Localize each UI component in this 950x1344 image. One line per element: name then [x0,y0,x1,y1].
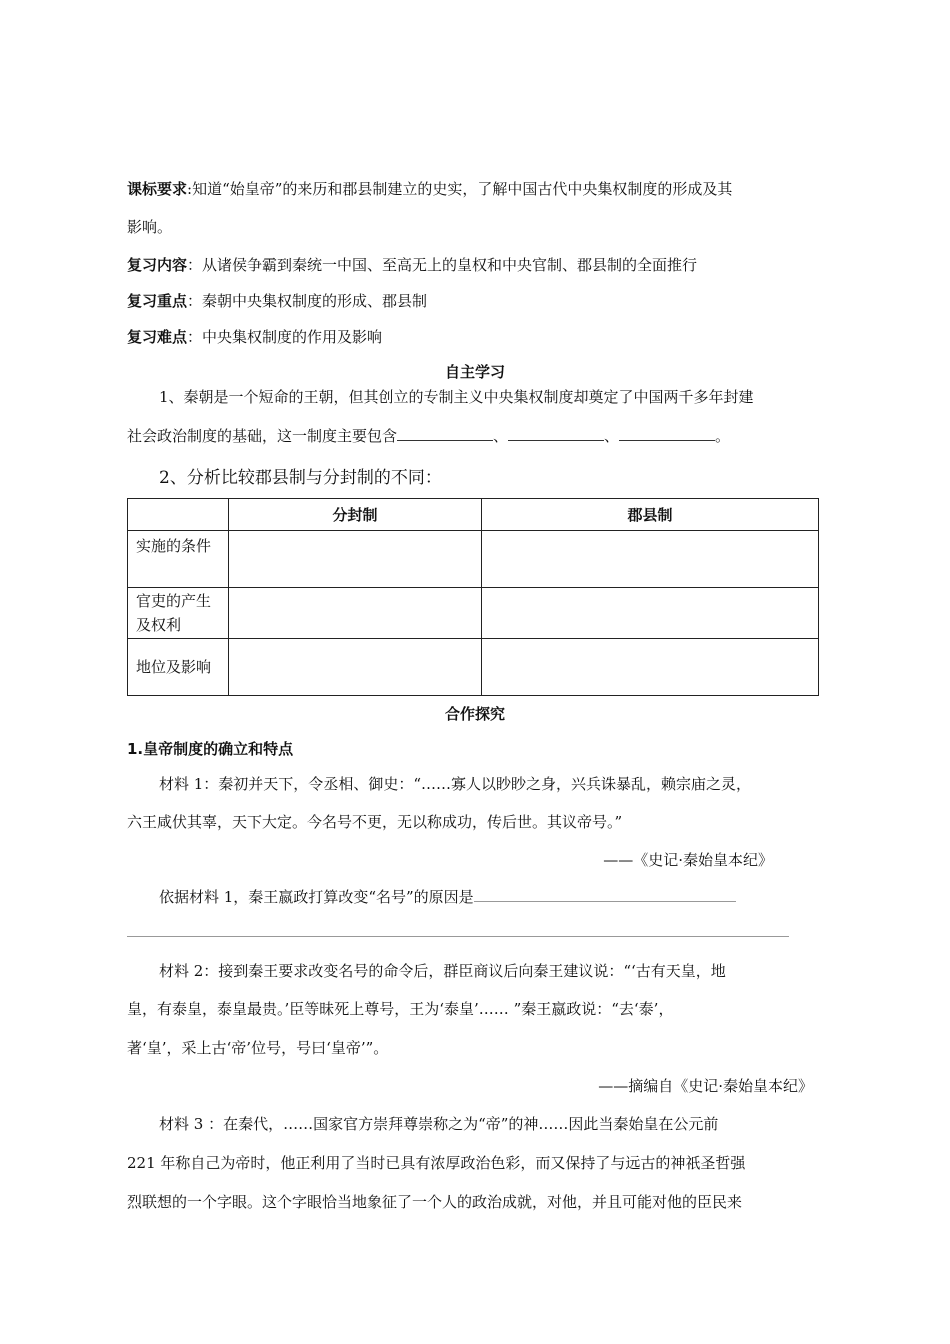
separator: 、 [604,427,620,445]
answer-line[interactable] [127,936,789,937]
difficulty-label: 复习难点 [127,328,188,346]
requirement-text-cont: 影响。 [127,218,173,236]
table-row [128,531,819,588]
comparison-table [127,498,819,696]
material-1-line-2: 六王咸伏其辜，天下大定。今名号不更，无以称成功，传后世。其议帝号。” [127,813,623,831]
row-label-officials-1: 官吏的产生 [136,592,212,610]
requirement-label: 课标要求 [127,180,188,198]
row-label-officials-2: 及权利 [136,616,182,634]
material-2-line-3: 著‘皇’，采上古‘帝’位号，号曰‘皇帝’”。 [127,1039,389,1057]
focus-label: 复习重点 [127,292,188,310]
difficulty-text: ：中央集权制度的作用及影响 [187,328,383,346]
row-label-status: 地位及影响 [128,639,229,696]
separator: 、 [493,427,509,445]
answer-cell[interactable] [482,639,819,696]
material-1-line-1: 材料 1：秦初并天下，令丞相、御史：“……寡人以眇眇之身，兴兵诛暴乱，赖宗庙之灵， [159,775,751,793]
requirement-text: :知道“始皇帝”的来历和郡县制建立的史实，了解中国古代中央集权制度的形成及其 [187,180,733,198]
answer-cell[interactable] [482,531,819,588]
end-mark: 。 [715,427,731,445]
answer-blank-3[interactable] [619,426,715,441]
row-label-conditions: 实施的条件 [128,531,229,588]
question-material-1 [159,886,736,907]
row-label-officials [128,588,229,639]
difficulty-line [127,326,382,347]
table-row [128,639,819,696]
answer-cell[interactable] [229,531,482,588]
answer-blank-2[interactable] [508,426,604,441]
focus-line [127,290,427,311]
focus-text: ：秦朝中央集权制度的形成、郡县制 [187,292,428,310]
table-header-fengjian: 分封制 [229,499,482,531]
question-1-text: 社会政治制度的基础，这一制度主要包含 [127,427,398,445]
material-3-line-2: 221 年称自己为帝时，他正利用了当时已具有浓厚政治色彩，而又保持了与远古的神祇圣哲强 [127,1154,746,1172]
self-study-title: 自主学习 [444,363,505,381]
answer-blank-4[interactable] [474,887,736,902]
requirement-line [127,178,732,199]
question-1-line-2 [127,425,730,446]
material-3-line-3: 烈联想的一个字眼。这个字眼恰当地象征了一个人的政治成就，对他，并且可能对他的臣民来 [127,1193,743,1211]
coop-title: 合作探究 [444,705,505,723]
table-row [128,588,819,639]
section-1-title: 1.皇帝制度的确立和特点 [127,740,294,758]
table-header-junxian: 郡县制 [482,499,819,531]
answer-cell[interactable] [229,639,482,696]
material-3-line-1: 材料 3 ：在秦代，……国家官方崇拜尊崇称之为“帝”的神……因此当秦始皇在公元前 [159,1115,719,1133]
material-2-line-1: 材料 2：接到秦王要求改变名号的命令后，群臣商议后向秦王建议说：“‘古有天皇，地 [159,962,726,980]
table-header-row [128,499,819,531]
answer-cell[interactable] [229,588,482,639]
question-material-1-text: 依据材料 1，秦王嬴政打算改变“名号”的原因是 [159,888,474,906]
question-1-line-1: 1、秦朝是一个短命的王朝，但其创立的专制主义中央集权制度却奠定了中国两千多年封建 [159,388,754,406]
content-text: ：从诸侯争霸到秦统一中国、至高无上的皇权和中央官制、郡县制的全面推行 [187,256,698,274]
table-header-empty [128,499,229,531]
material-2-line-2: 皇，有泰皇，泰皇最贵。’臣等昧死上尊号，王为‘泰皇’…… ”秦王嬴政说：“去‘泰’， [127,1000,674,1018]
material-2-source: ——摘编自《史记·秦始皇本纪》 [598,1077,813,1095]
content-label: 复习内容 [127,256,188,274]
answer-blank-1[interactable] [397,426,493,441]
material-1-source: ——《史记·秦始皇本纪》 [603,851,773,869]
answer-cell[interactable] [482,588,819,639]
content-line [127,254,697,275]
question-2: 2、分析比较郡县制与分封制的不同： [159,468,442,488]
